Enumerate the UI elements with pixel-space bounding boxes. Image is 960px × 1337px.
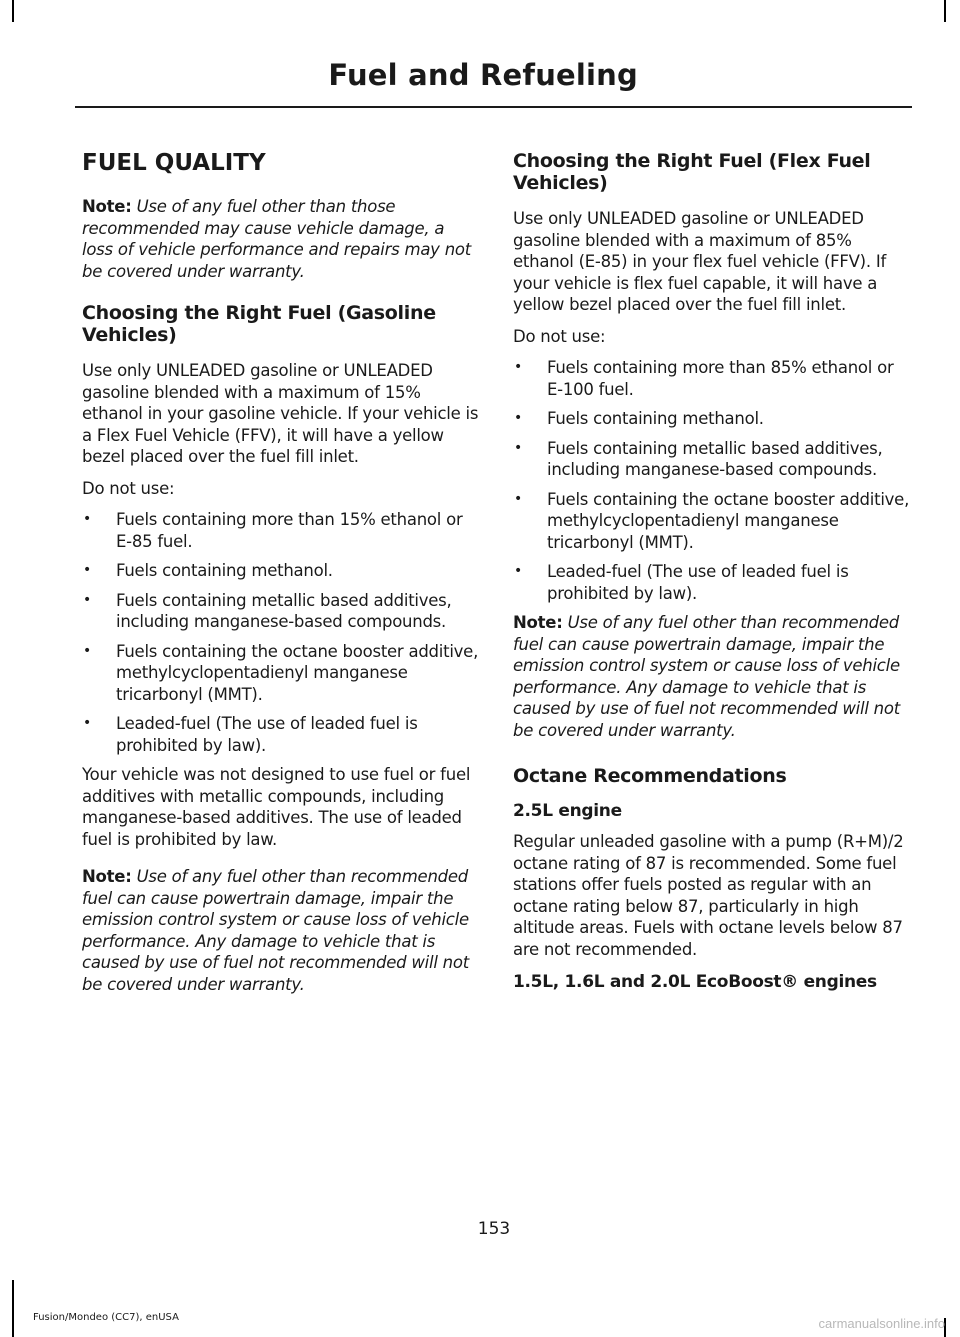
page-number: 153 [477,1219,511,1239]
list-item: • Fuels containing metallic based additives, including manganese-based compounds. [513,438,910,481]
list-item: • Fuels containing the octane booster additive, methylcyclopentadienyl manganese tricarbonyl (MMT). [513,489,910,554]
note-label: Note: [82,197,132,216]
left-column [82,150,479,1005]
body-paragraph: Use only UNLEADED gasoline or UNLEADED gasoline blended with a maximum of 15% ethanol in your gasoline vehicle. If your vehicle is a Flex Fuel Vehicle (FFV), it will have a yellow bezel placed over the fuel fill inlet. [82,361,479,466]
list-item: • Fuels containing more than 15% ethanol or E-85 fuel. [82,509,479,552]
list-item: • Fuels containing the octane booster additive, methylcyclopentadienyl manganese tricarbonyl (MMT). [82,641,479,706]
subsection-heading: Choosing the Right Fuel (Flex Fuel Vehicles) [513,150,871,194]
list-item: • Fuels containing more than 85% ethanol or E-100 fuel. [513,357,910,400]
section-heading: FUEL QUALITY [82,150,266,176]
crop-mark [12,1280,14,1337]
list-item: • Leaded-fuel (The use of leaded fuel is prohibited by law). [82,713,479,756]
do-not-use-label: Do not use: [513,326,606,346]
list-item: • Leaded-fuel (The use of leaded fuel is prohibited by law). [513,561,910,604]
note-text: Use of any fuel other than recommended fuel can cause powertrain damage, impair the emission control system or cause loss of vehicle performance. Any damage to vehicle that is caused by use of fuel not recommended will not be covered under warranty. [513,613,900,740]
body-paragraph: Use only UNLEADED gasoline or UNLEADED gasoline blended with a maximum of 85% ethanol (E-85) in your flex fuel vehicle (FFV). If your vehicle is flex fuel capable, it will have a yellow bezel placed over the fuel fill inlet. [513,209,887,314]
footer-text: Fusion/Mondeo (CC7), enUSA [33,1312,179,1323]
crop-mark [12,0,14,22]
note-paragraph [82,866,479,995]
crop-mark [944,0,946,22]
engine-heading: 1.5L, 1.6L and 2.0L EcoBoost® engines [513,972,877,992]
note-label: Note: [82,867,132,886]
note-paragraph [82,196,479,282]
bullet-list [513,357,910,604]
right-column [513,150,910,1002]
list-item: • Fuels containing methanol. [82,560,479,582]
watermark: carmanualsonline.info [818,1316,945,1331]
header-divider [75,106,912,108]
note-label: Note: [513,613,563,632]
bullet-list [82,509,479,756]
note-text: Use of any fuel other than those recommended may cause vehicle damage, a loss of vehicle performance and repairs may not be covered under warranty. [82,197,471,281]
note-paragraph [513,612,910,741]
do-not-use-label: Do not use: [82,478,175,498]
page-header-title: Fuel and Refueling [328,58,638,92]
list-item: • Fuels containing methanol. [513,408,910,430]
subsection-heading: Choosing the Right Fuel (Gasoline Vehicles) [82,302,436,346]
list-item: • Fuels containing metallic based additives, including manganese-based compounds. [82,590,479,633]
octane-heading: Octane Recommendations [513,765,787,787]
body-paragraph: Regular unleaded gasoline with a pump (R+M)/2 octane rating of 87 is recommended. Some fuel stations offer fuels posted as regular with an octane rating below 87, particularly in high altitude areas. Fuels with octane levels below 87 are not recommended. [513,832,904,959]
body-paragraph: Your vehicle was not designed to use fuel or fuel additives with metallic compounds, including manganese-based additives. The use of leaded fuel is prohibited by law. [82,765,471,849]
engine-heading: 2.5L engine [513,801,622,821]
note-text: Use of any fuel other than recommended fuel can cause powertrain damage, impair the emission control system or cause loss of vehicle performance. Any damage to vehicle that is caused by use of fuel not recommended will not be covered under warranty. [82,867,469,994]
